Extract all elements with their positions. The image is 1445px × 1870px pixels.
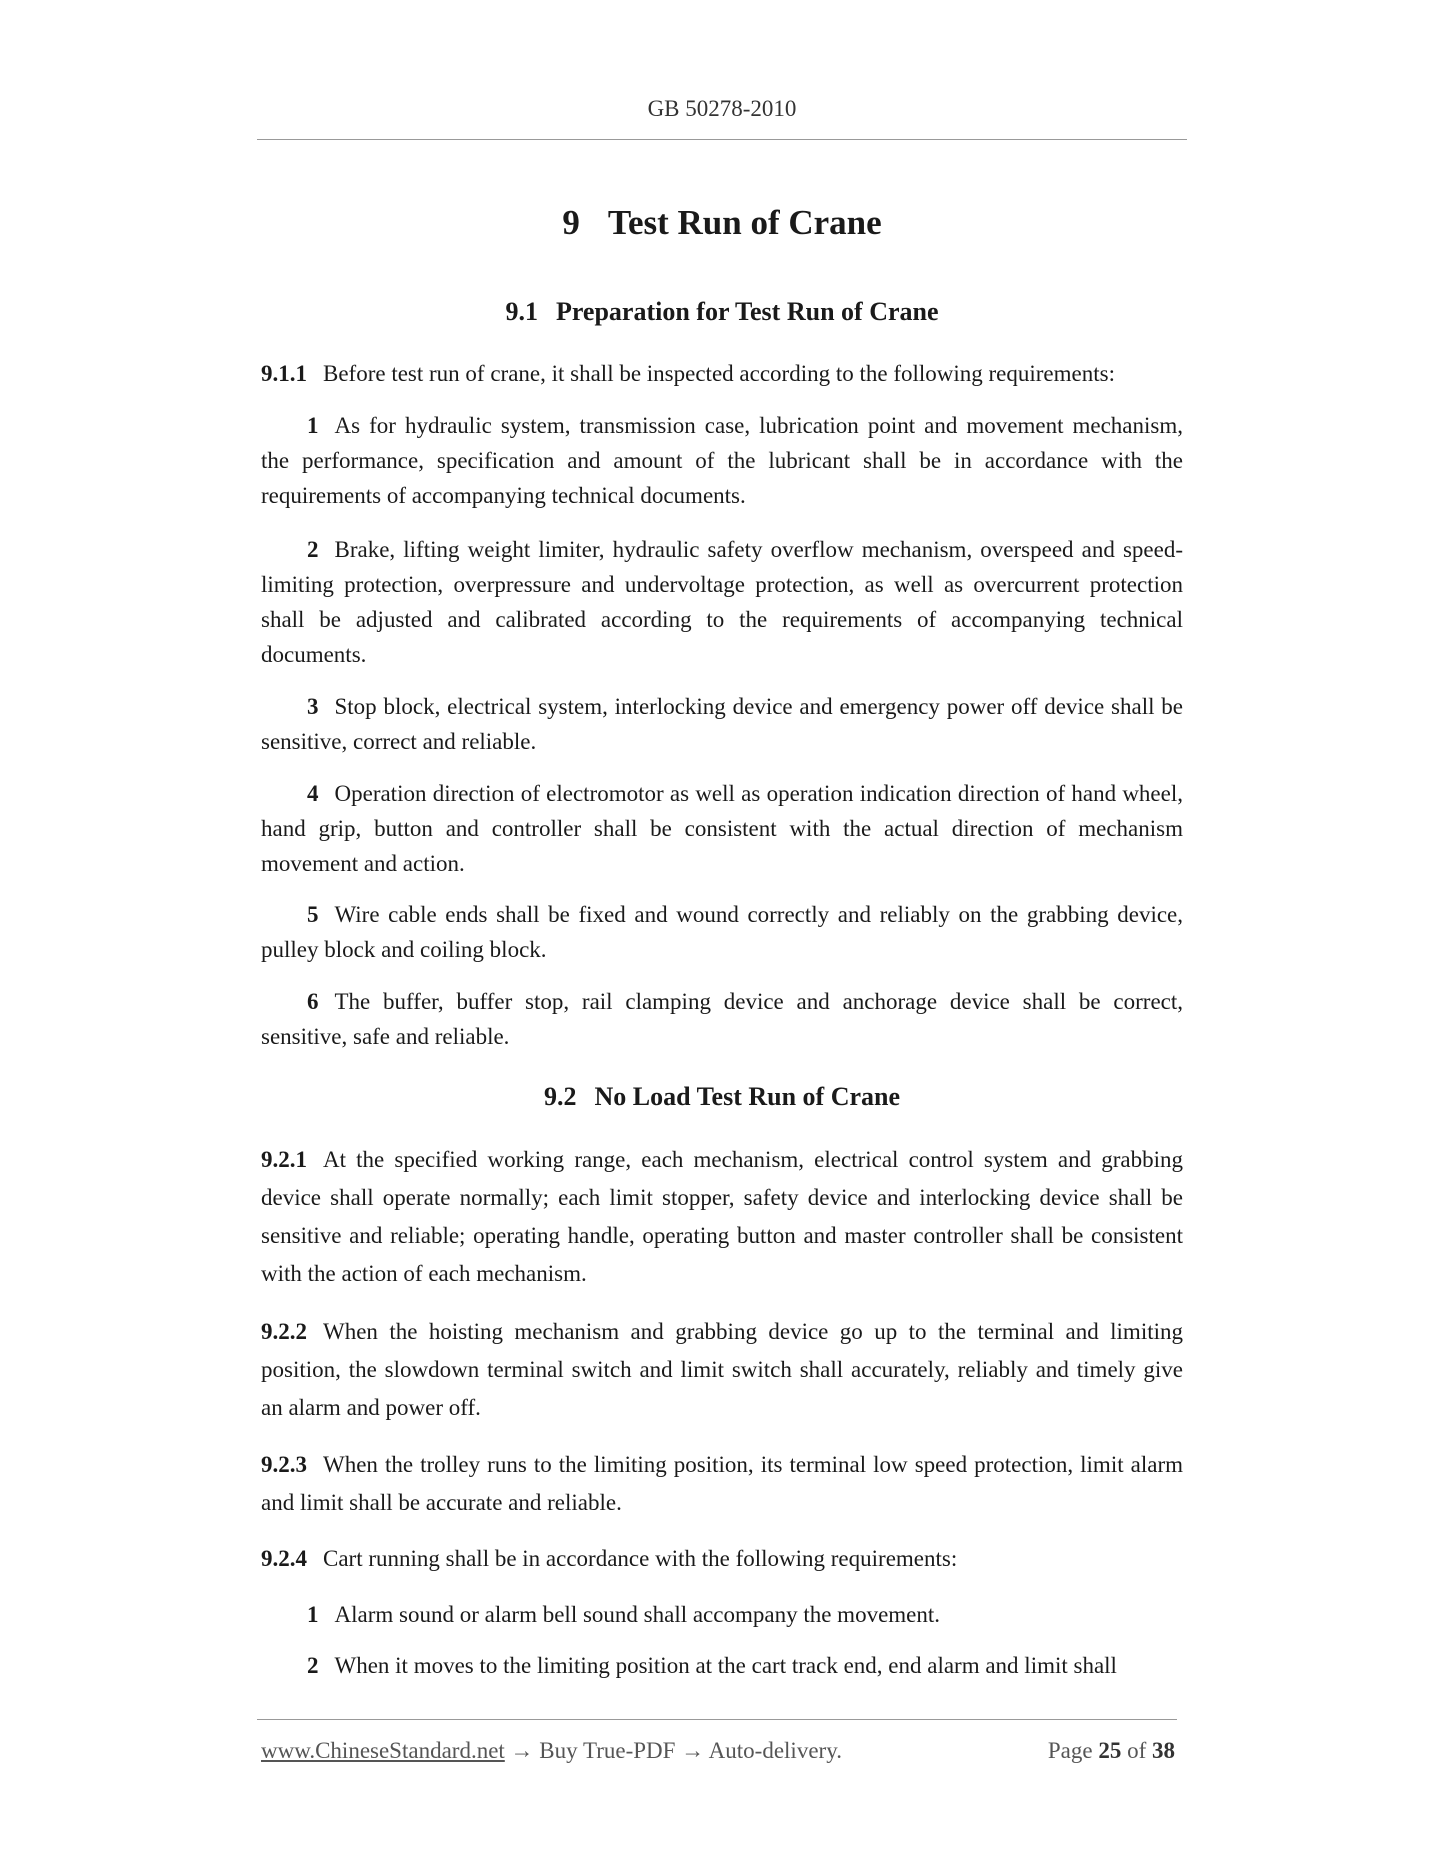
item-text: Operation direction of electromotor as well as operation indication direction of hand wheel, hand grip, button and controller shall be consistent with the actual direction of mechanism movement and action. <box>261 781 1183 876</box>
clause-text: When the trolley runs to the limiting position, its terminal low speed protection, limit alarm and limit shall be accurate and reliable. <box>261 1452 1183 1515</box>
delivery-text: Auto-delivery. <box>708 1738 842 1763</box>
clause-9-2-2 <box>261 1313 1183 1427</box>
buy-link-text: Buy True-PDF <box>539 1738 676 1763</box>
item-number: 6 <box>307 989 319 1014</box>
section-title: Preparation for Test Run of Crane <box>555 297 939 326</box>
list-item <box>261 532 1183 672</box>
item-text: Stop block, electrical system, interlocking device and emergency power off device shall be sensitive, correct and reliable. <box>261 694 1183 754</box>
list-item <box>261 1648 1183 1683</box>
footer-promo <box>261 1738 842 1764</box>
section-heading-9-2 <box>257 1082 1187 1112</box>
clause-9-2-4 <box>261 1540 1183 1578</box>
running-header: GB 50278-2010 <box>647 96 797 121</box>
site-link[interactable]: www.ChineseStandard.net <box>261 1738 505 1763</box>
clause-text: Before test run of crane, it shall be inspected according to the following requirements: <box>323 361 1115 386</box>
list-item <box>261 408 1183 513</box>
section-title: No Load Test Run of Crane <box>594 1082 901 1111</box>
clause-text: At the specified working range, each mechanism, electrical control system and grabbing device shall operate normally; each limit stopper, safety device and interlocking device shall be sensitive and reliable; operating handle, operating button and master controller shall be consistent with the action of each mechanism. <box>261 1147 1183 1286</box>
clause-number: 9.2.3 <box>261 1452 307 1477</box>
list-item <box>261 984 1183 1054</box>
section-number: 9.2 <box>543 1082 577 1111</box>
page-number <box>1048 1738 1175 1764</box>
clause-9-2-3 <box>261 1446 1183 1522</box>
clause-text: When the hoisting mechanism and grabbing device go up to the terminal and limiting position, the slowdown terminal switch and limit switch shall accurately, reliably and timely give an alarm and power off. <box>261 1319 1183 1420</box>
item-text: As for hydraulic system, transmission case, lubrication point and movement mechanism, the performance, specification and amount of the lubricant shall be in accordance with the requirements of accompanying technical documents. <box>261 413 1183 508</box>
section-number: 9.1 <box>505 297 538 326</box>
header-divider <box>257 139 1187 140</box>
page-label: Page <box>1047 1738 1093 1763</box>
clause-9-2-1 <box>261 1141 1183 1293</box>
item-text: Alarm sound or alarm bell sound shall accompany the movement. <box>334 1602 941 1627</box>
clause-number: 9.1.1 <box>261 361 307 386</box>
chapter-number: 9 <box>562 203 580 242</box>
arrow-right-icon: → <box>510 1738 534 1763</box>
item-text: When it moves to the limiting position at the cart track end, end alarm and limit shall <box>334 1653 1117 1678</box>
item-number: 2 <box>307 537 319 562</box>
item-number: 1 <box>307 413 319 438</box>
item-text: Brake, lifting weight limiter, hydraulic safety overflow mechanism, overspeed and speed-limiting protection, overpressure and undervoltage protection, as well as overcurrent protection shall be adjusted and calibrated according to the requirements of accompanying technical documents. <box>261 537 1183 667</box>
item-number: 2 <box>307 1653 319 1678</box>
total-pages: 38 <box>1152 1738 1175 1763</box>
arrow-right-icon: → <box>681 1738 705 1763</box>
item-number: 4 <box>307 781 319 806</box>
clause-9-1-1 <box>261 356 1183 391</box>
list-item <box>261 689 1183 759</box>
clause-text: Cart running shall be in accordance with the following requirements: <box>323 1546 958 1571</box>
clause-number: 9.2.2 <box>261 1319 307 1344</box>
item-text: The buffer, buffer stop, rail clamping device and anchorage device shall be correct, sensitive, safe and reliable. <box>261 989 1183 1049</box>
list-item <box>261 776 1183 881</box>
footer-divider <box>257 1719 1177 1720</box>
item-text: Wire cable ends shall be fixed and wound correctly and reliably on the grabbing device, pulley block and coiling block. <box>261 902 1183 962</box>
chapter-title <box>257 203 1187 243</box>
list-item <box>261 1597 1183 1632</box>
clause-number: 9.2.4 <box>261 1546 307 1571</box>
item-number: 5 <box>307 902 319 927</box>
clause-number: 9.2.1 <box>261 1147 307 1172</box>
list-item <box>261 897 1183 967</box>
chapter-title-text: Test Run of Crane <box>607 203 882 242</box>
item-number: 3 <box>307 694 319 719</box>
of-label: of <box>1127 1738 1147 1763</box>
item-number: 1 <box>307 1602 319 1627</box>
section-heading-9-1 <box>257 297 1187 327</box>
current-page: 25 <box>1098 1738 1122 1763</box>
